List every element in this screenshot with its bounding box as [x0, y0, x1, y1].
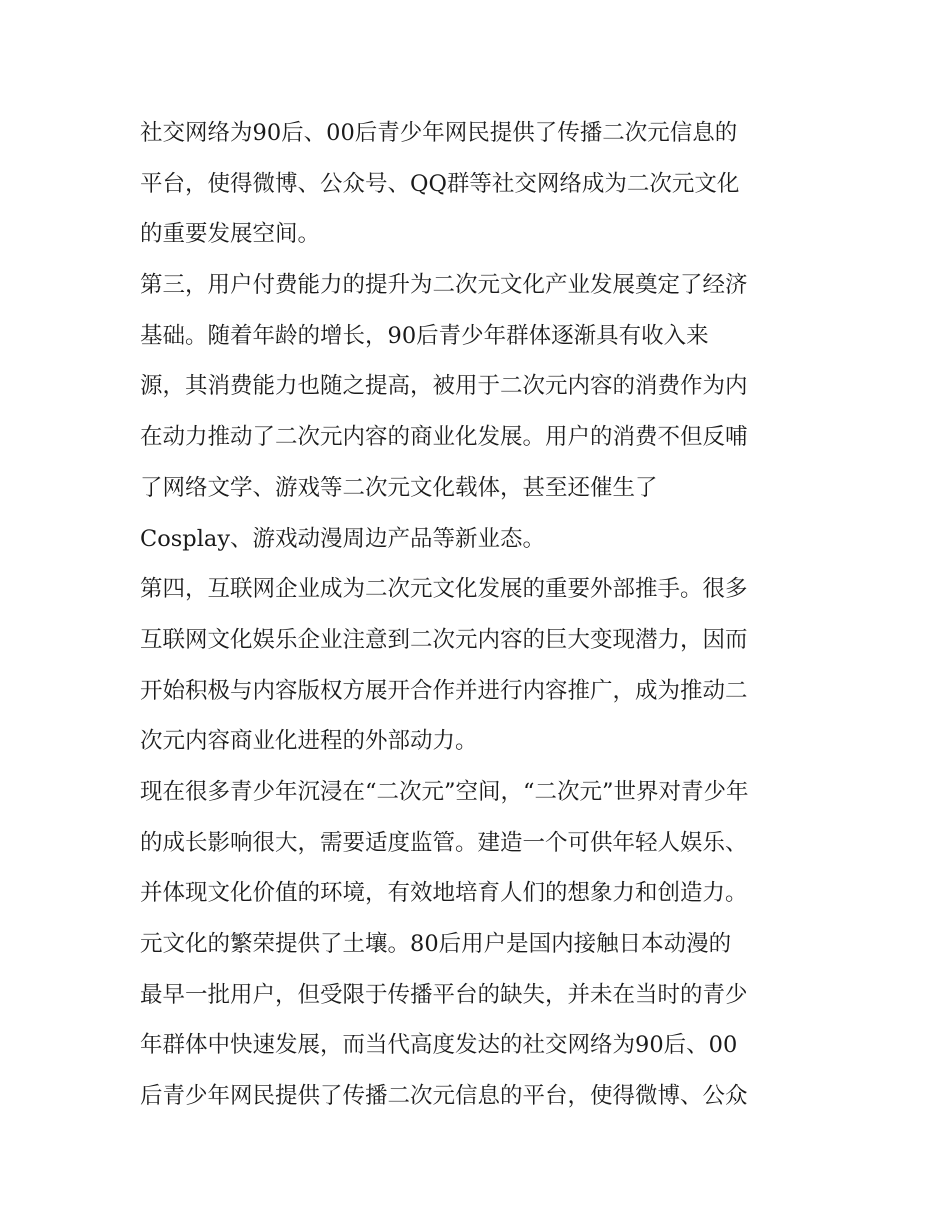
text-line: 源，其消费能力也随之提高，被用于二次元内容的消费作为内: [140, 373, 748, 400]
text-line: 在动力推动了二次元内容的商业化发展。用户的消费不但反哺: [140, 424, 748, 451]
text-line: 后青少年网民提供了传播二次元信息的平台，使得微博、公众: [140, 1083, 748, 1110]
text-line: 次元内容商业化进程的外部动力。: [140, 728, 478, 755]
text-line: 元文化的繁荣提供了土壤。80后用户是国内接触日本动漫的: [140, 931, 732, 957]
text-line: 第三，用户付费能力的提升为二次元文化产业发展奠定了经济: [140, 272, 748, 299]
text-line: 基础。随着年龄的增长，90后青少年群体逐渐具有收入来: [140, 322, 709, 349]
text-line: 了网络文学、游戏等二次元文化载体，甚至还催生了: [140, 474, 658, 501]
text-line: 互联网文化娱乐企业注意到二次元内容的巨大变现潜力，因而: [140, 626, 748, 653]
text-line: 第四，互联网企业成为二次元文化发展的重要外部推手。很多: [140, 576, 748, 603]
text-line: 最早一批用户，但受限于传播平台的缺失，并未在当时的青少: [140, 981, 748, 1008]
text-line: 的成长影响很大，需要适度监管。建造一个可供年轻人娱乐、: [140, 829, 748, 856]
text-line: 并体现文化价值的环境，有效地培育人们的想象力和创造力。: [140, 880, 748, 907]
text-line: 现在很多青少年沉浸在“二次元”空间，“二次元”世界对青少年: [140, 778, 749, 805]
text-line: Cosplay、游戏动漫周边产品等新业态。: [140, 525, 546, 552]
text-line: 开始积极与内容版权方展开合作并进行内容推广，成为推动二: [140, 677, 748, 704]
body-text: [140, 108, 820, 1122]
text-line: 年群体中快速发展，而当代高度发达的社交网络为90后、00: [140, 1032, 738, 1059]
text-line: 社交网络为90后、00后青少年网民提供了传播二次元信息的: [140, 120, 738, 146]
text-line: 平台，使得微博、公众号、QQ群等社交网络成为二次元文化: [140, 170, 740, 197]
text-line: 的重要发展空间。: [140, 221, 321, 248]
